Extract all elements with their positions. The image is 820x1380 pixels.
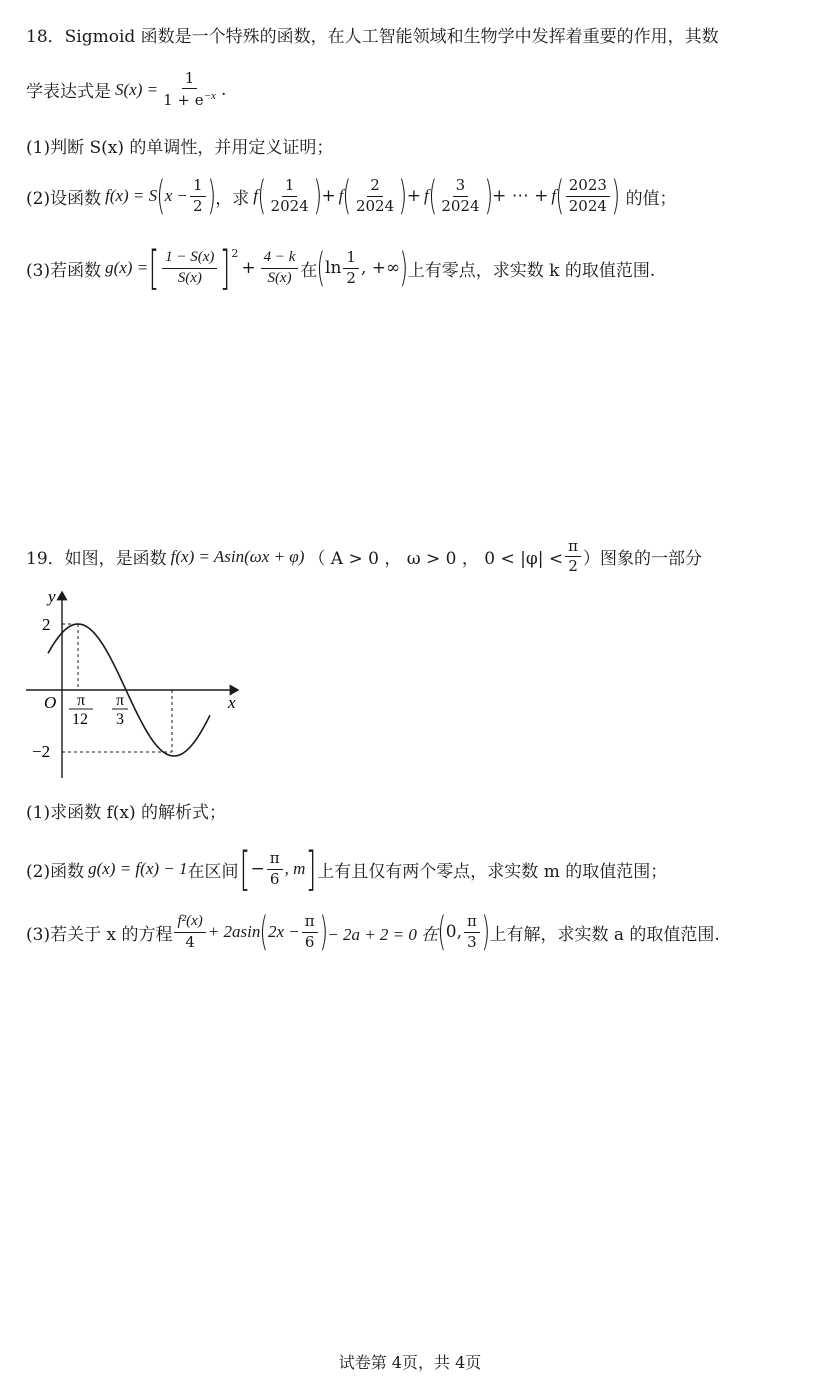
q18-expression-label: 学表达式是 — [26, 82, 111, 103]
q18-part2-t2-rparen: ) — [398, 173, 408, 219]
q18-part3-ln-den: 2 — [346, 268, 356, 287]
q18-part2-f4: f — [551, 186, 557, 205]
q18-part2-t3-lparen: ( — [428, 173, 437, 219]
q18-part3-lparen: ( — [316, 245, 326, 291]
q18-part2-f3: f — [423, 186, 429, 205]
x-axis-label: x — [228, 693, 236, 712]
q18-part3-frac1-num: 1 − S(x) — [162, 249, 217, 268]
q19-part3-pi-three — [464, 913, 480, 951]
q18-part3-frac2-num: 4 − k — [261, 249, 299, 268]
q18-part2-mid: ，求 — [215, 188, 250, 209]
y-max-label: 2 — [42, 615, 51, 634]
q18-term3-den: 2024 — [441, 196, 480, 215]
q19-part3-rparen2: ) — [481, 909, 490, 955]
tick2-num: π — [116, 692, 125, 709]
q19-part3-inner: 2x − — [267, 922, 300, 941]
q19-part2 — [26, 842, 668, 896]
q19-part2-m: , m — [284, 859, 306, 878]
q18-s-of-x: S(x) = — [115, 79, 159, 99]
q18-part3-inf: , +∞ — [360, 258, 401, 278]
page-footer: 试卷第 4页，共 4页 — [338, 1353, 482, 1372]
q19-part2-lbracket: [ — [239, 842, 250, 896]
q18-part2-term2 — [353, 177, 397, 215]
q19-part2-neg: − — [250, 859, 265, 879]
q18-part2-end: 的值； — [625, 188, 677, 209]
q18-part2-term1 — [268, 177, 312, 215]
q19-pi-half — [565, 538, 581, 576]
q18-part2-term3 — [438, 177, 482, 215]
q18-term4-den: 2024 — [568, 196, 607, 215]
q18-part1-text: (1)判断 S(x) 的单调性，并用定义证明； — [26, 138, 334, 158]
q19-part3-pi2: π — [464, 913, 480, 932]
origin-label: O — [44, 693, 57, 712]
q19-part2-mid: 在区间 — [187, 861, 239, 882]
y-axis-label: y — [48, 587, 56, 606]
q19-part2-six: 6 — [269, 869, 280, 888]
q18-part2-t1-lparen: ( — [257, 173, 267, 219]
q19-part3-lparen: ( — [259, 909, 269, 955]
q18-plus1: + — [321, 186, 336, 206]
q19-part3-pi-six — [302, 913, 318, 951]
q19-part3-fden: 4 — [185, 932, 195, 951]
q18-part3-frac2 — [261, 249, 299, 287]
q18-part3-rbracket: ] — [220, 241, 231, 295]
q18-part2-t3-rparen: ) — [484, 173, 493, 219]
q18-part2-x-minus: x − — [164, 186, 189, 205]
q19-part3-fnum: f²(x) — [174, 913, 205, 932]
q19-intro-end: ）图象的一部分 — [583, 549, 703, 570]
q18-denominator-base: 1 + e — [163, 91, 204, 110]
q19-part2-end: 上有且仅有两个零点，求实数 m 的取值范围； — [317, 861, 668, 882]
q18-part1 — [26, 133, 333, 158]
q19-part2-pi: π — [267, 850, 283, 869]
q18-part3-in: 在 — [300, 260, 318, 281]
q19-sine-graph — [20, 584, 260, 784]
q19-part2-rbracket: ] — [305, 842, 317, 896]
q18-part2-prefix: (2)设函数 — [26, 188, 102, 209]
q19-part3-tail: − 2a + 2 = 0 在 — [327, 924, 439, 944]
q18-term1-den: 2024 — [270, 196, 309, 215]
q18-part3-frac1-den: S(x) — [177, 269, 202, 286]
q18-part3-ln: ln — [325, 258, 342, 278]
q18-part2-term4 — [566, 177, 610, 215]
q19-pi-half-num: π — [565, 538, 581, 557]
q18-part3-lbracket: [ — [148, 241, 160, 295]
q19-part3-mid: + 2asin — [207, 922, 261, 941]
q18-part2-half-num: 1 — [190, 177, 206, 196]
tick1-num: π — [77, 692, 86, 709]
q18-plus2: + — [406, 186, 421, 206]
q18-part3-frac1 — [162, 249, 217, 287]
q18-part3-square: 2 — [231, 247, 239, 260]
q19-part3-prefix: (3)若关于 x 的方程 — [26, 924, 173, 945]
q18-part3-g: g(x) = — [105, 258, 149, 277]
q18-part3-rparen: ) — [399, 245, 409, 291]
q18-part3-prefix: (3)若函数 — [26, 260, 102, 281]
tick2-den: 3 — [116, 711, 124, 728]
q18-part2-f2: f — [338, 186, 344, 205]
q18-part2-lparen: ( — [156, 173, 166, 219]
q18-sigmoid-fraction — [160, 70, 219, 110]
q18-intro-text: 18．Sigmoid 函数是一个特殊的函数，在人工智能领域和生物学中发挥着重要的作用，其数 — [26, 27, 719, 47]
y-min-label: −2 — [32, 742, 51, 761]
q18-part2 — [26, 173, 677, 219]
q19-part2-g: g(x) = f(x) − 1 — [88, 859, 188, 878]
q19-conditions: （ A > 0 ， ω > 0 ， 0 < |φ| < — [308, 549, 564, 570]
q18-part2-f1: f — [253, 186, 258, 205]
q19-part3-six: 6 — [304, 932, 315, 951]
q18-line2-period: . — [220, 79, 227, 100]
q19-part3-lparen2: ( — [437, 909, 447, 955]
q18-part3 — [26, 241, 656, 295]
q18-term1-num: 1 — [282, 177, 298, 196]
q19-part3-end: 上有解，求实数 a 的取值范围. — [489, 924, 720, 945]
q18-line1 — [26, 22, 719, 47]
q18-part2-t2-lparen: ( — [342, 173, 352, 219]
q18-denominator-exponent: −x — [203, 90, 216, 103]
q18-part2-half — [190, 177, 206, 215]
q19-part3-pi: π — [302, 913, 318, 932]
q18-part2-f-def: f(x) = S — [105, 186, 158, 205]
q19-line1 — [26, 538, 702, 576]
q18-part3-plus: + — [241, 258, 256, 278]
q18-term4-num: 2023 — [566, 177, 610, 196]
q19-part3-zero: 0, — [445, 922, 462, 942]
q18-part2-t4-rparen: ) — [611, 173, 621, 219]
q19-part3 — [26, 909, 720, 955]
q19-function: f(x) = Asin(ωx + φ) — [170, 546, 305, 566]
q18-part3-frac2-den: S(x) — [267, 269, 292, 286]
q19-part3-three: 3 — [467, 932, 477, 951]
q18-term2-num: 2 — [367, 177, 383, 196]
q18-part3-ln-frac — [343, 249, 359, 287]
q18-line2 — [26, 70, 226, 110]
q18-term3-num: 3 — [453, 177, 469, 196]
q19-intro-prefix: 19．如图，是函数 — [26, 549, 167, 570]
q19-part1 — [26, 798, 226, 823]
q18-part2-rparen: ) — [207, 173, 216, 219]
q18-sigmoid-numerator: 1 — [182, 70, 198, 89]
q18-sigmoid-denominator — [160, 89, 219, 109]
q19-part2-prefix: (2)函数 — [26, 861, 85, 882]
q18-part2-t4-lparen: ( — [555, 173, 565, 219]
q19-part1-text: (1)求函数 f(x) 的解析式； — [26, 803, 227, 823]
q19-part3-f-frac — [174, 913, 205, 951]
q18-part2-half-den: 2 — [193, 196, 203, 215]
q19-pi-half-den: 2 — [568, 557, 578, 576]
tick1-den: 12 — [72, 711, 88, 728]
q18-term2-den: 2024 — [355, 196, 395, 215]
q18-part3-end: 上有零点，求实数 k 的取值范围. — [407, 260, 656, 281]
q18-part2-t1-rparen: ) — [313, 173, 322, 219]
q18-part3-ln-num: 1 — [343, 249, 359, 268]
q18-part2-dots: + ⋯ + — [492, 186, 549, 206]
q19-part3-rparen: ) — [319, 909, 328, 955]
q19-part2-pi-six — [267, 850, 283, 888]
